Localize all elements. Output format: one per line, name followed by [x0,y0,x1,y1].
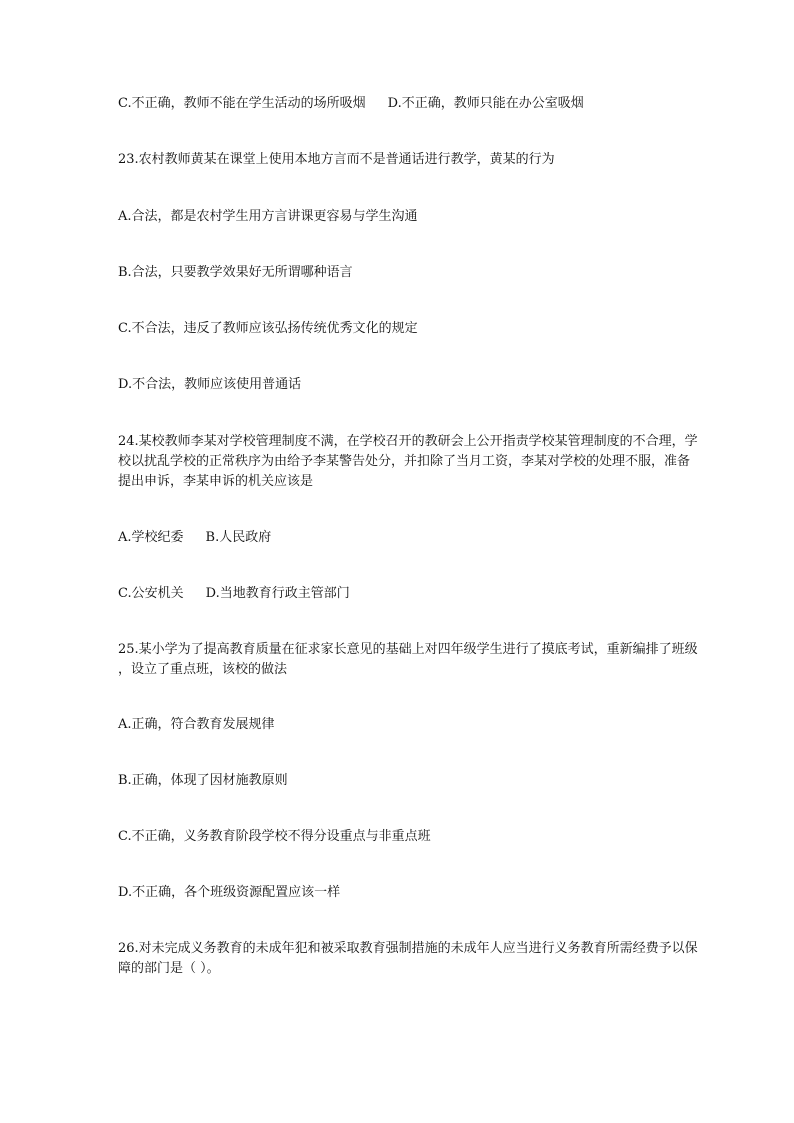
question-24-options-cd [118,584,350,604]
question-25-option-c: C.不正确，义务教育阶段学校不得分设重点与非重点班 [118,829,431,844]
question-24-line-1: 24.某校教师李某对学校管理制度不满，在学校召开的教研会上公开指责学校某管理制度的不合理，学 [118,434,698,449]
option-d-prev: D.不正确，教师只能在办公室吸烟 [387,96,584,111]
question-23-option-c: C.不合法，违反了教师应该弘扬传统优秀文化的规定 [118,321,418,336]
option-c-prev: C.不正确，教师不能在学生活动的场所吸烟 [118,96,366,111]
question-26-line-1: 26.对未完成义务教育的未成年犯和被采取教育强制措施的未成年人应当进行义务教育所需经费予以保 [118,941,698,956]
question-25-option-d: D.不正确，各个班级资源配置应该一样 [118,885,341,900]
question-24-option-b: B.人民政府 [205,530,272,545]
question-26-line-2: 障的部门是（ ）。 [118,961,220,976]
question-25-line-2: ，设立了重点班，该校的做法 [118,662,288,677]
question-24-option-c: C.公安机关 [118,586,184,601]
question-25-line-1: 25.某小学为了提高教育质量在征求家长意见的基础上对四年级学生进行了摸底考试，重新编排了班级 [118,642,698,657]
question-24-option-d: D.当地教育行政主管部门 [205,586,350,601]
question-23-option-d: D.不合法，教师应该使用普通话 [118,377,302,392]
question-24-options-ab [118,528,271,548]
question-23: 23.农村教师黄某在课堂上使用本地方言而不是普通话进行教学，黄某的行为 [118,152,555,167]
option-line-c-d [118,94,584,114]
question-23-option-b: B.合法，只要教学效果好无所谓哪种语言 [118,265,353,280]
question-25-option-b: B.正确，体现了因材施教原则 [118,773,288,788]
question-24-line-2: 校以扰乱学校的正常秩序为由给予李某警告处分，并扣除了当月工资，李某对学校的处理不服，准备 [118,454,691,469]
question-23-option-a: A.合法，都是农村学生用方言讲课更容易与学生沟通 [118,209,418,224]
question-24-option-a: A.学校纪委 [118,530,184,545]
question-24-line-3: 提出申诉，李某申诉的机关应该是 [118,474,314,489]
question-25-option-a: A.正确，符合教育发展规律 [118,717,275,732]
